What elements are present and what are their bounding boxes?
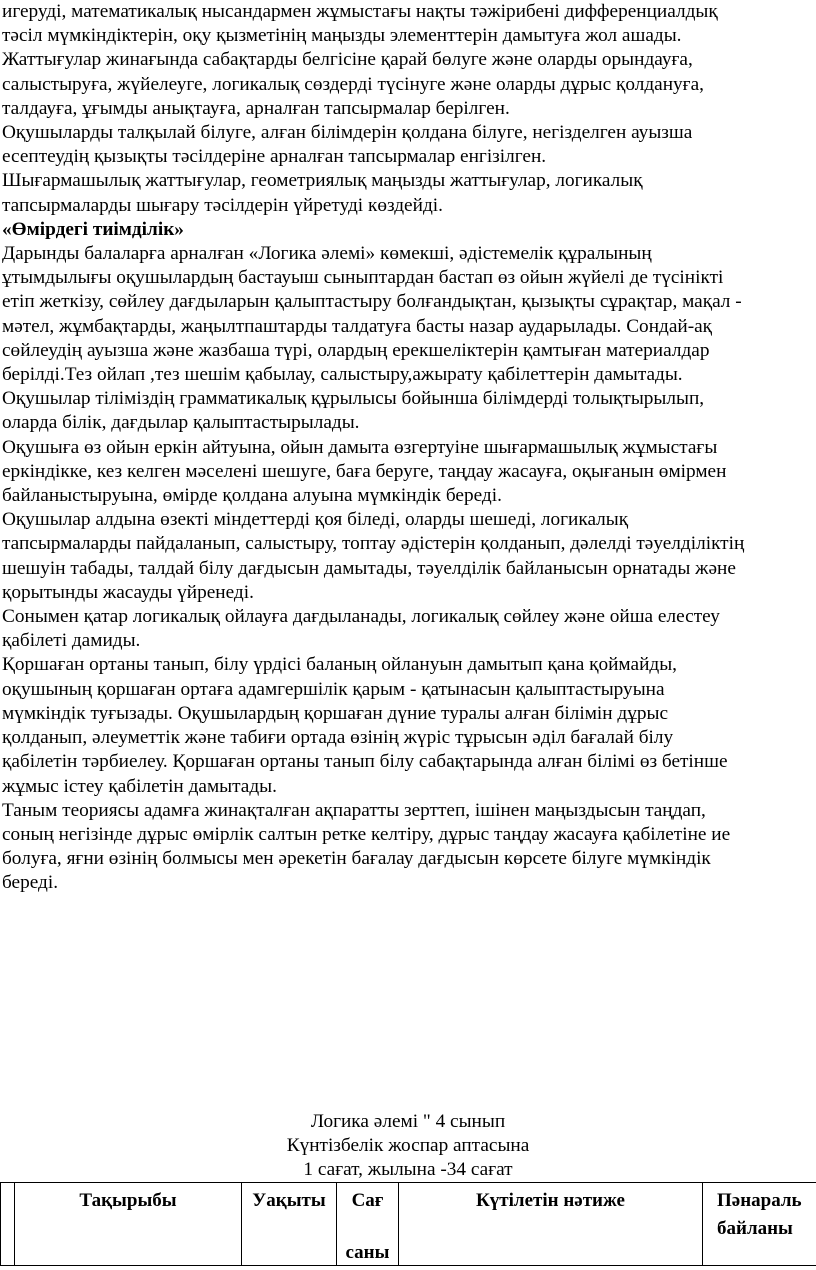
- paragraph-line: Оқушылар алдына өзекті міндеттерді қоя біледі, оларды шешеді, логикалық: [2, 508, 814, 532]
- paragraph-line: етіп жеткізу, сөйлеу дағдыларын қалыптастыру болғандықтан, қызықты сұрақтар, мақал -: [2, 290, 814, 314]
- paragraph-line: игеруді, математикалық нысандармен жұмыстағы нақты тәжірибені дифференциалдық: [2, 0, 814, 24]
- column-hours-count: Сағ саны: [337, 1183, 399, 1266]
- paragraph-line: Оқушылар тіліміздің грамматикалық құрылысы бойынша білімдерді толықтырылып,: [2, 387, 814, 411]
- paragraph-line: мәтел, жұмбақтарды, жаңылтпаштарды талдатуға басты назар аударылады. Сондай-ақ: [2, 315, 814, 339]
- section-heading: «Өмірдегі тиімділік»: [2, 218, 814, 242]
- column-time: Уақыты: [242, 1183, 337, 1266]
- paragraph-line: Шығармашылық жаттығулар, геометриялық маңызды жаттығулар, логикалық: [2, 169, 814, 193]
- paragraph-line: мүмкіндік туғызады. Оқушылардың қоршаған дүние туралы алған білімін дұрыс: [2, 702, 814, 726]
- paragraph-line: Оқушыларды талқылай білуге, алған білімдерін қолдана білуге, негізделген ауызша: [2, 121, 814, 145]
- paragraph-line: Таным теориясы адамға жинақталған ақпаратты зерттеп, ішінен маңыздысын таңдап,: [2, 799, 814, 823]
- paragraph-line: Сонымен қатар логикалық ойлауға дағдыланады, логикалық сөйлеу және ойша елестеу: [2, 605, 814, 629]
- paragraph-line: береді.: [2, 871, 814, 895]
- paragraph-line: оларда білік, дағдылар қалыптастырылады.: [2, 411, 814, 435]
- column-topic: Тақырыбы: [15, 1183, 242, 1266]
- paragraph-line: соның негізінде дұрыс өмірлік салтын ретке келтіру, дұрыс таңдау жасауға қабілетіне ие: [2, 823, 814, 847]
- paragraph-line: шешуін табады, талдай білу дағдысын дамытады, тәуелділік байланысын орнатады және: [2, 557, 814, 581]
- paragraph-line: болуға, яғни өзінің болмысы мен әрекетін бағалау дағдысын көрсете білуге мүмкіндік: [2, 847, 814, 871]
- paragraph-line: Қоршаған ортаны танып, білу үрдісі баланың ойлануын дамытып қана қоймайды,: [2, 653, 814, 677]
- paragraph-line: байланыстыруына, өмірде қолдана алуына мүмкіндік береді.: [2, 484, 814, 508]
- paragraph-line: ұтымдылығы оқушылардың бастауыш сыныптардан бастап өз ойын жүйелі де түсінікті: [2, 266, 814, 290]
- plan-subtitle: Күнтізбелік жоспар аптасына: [0, 1135, 816, 1157]
- paragraph-line: салыстыруға, жүйелеуге, логикалық сөздерді түсінуге және оларды дұрыс қолдануға,: [2, 73, 814, 97]
- paragraph-line: еркіндікке, кез келген мәселені шешуге, баға беруге, таңдау жасауға, оқығанын өмірмен: [2, 460, 814, 484]
- paragraph-line: тапсырмаларды пайдаланып, салыстыру, топтау әдістерін қолданып, дәлелді тәуелділіктің: [2, 532, 814, 556]
- column-interdisciplinary-links: Пәнараль байланы: [703, 1183, 816, 1266]
- document-body: [2, 0, 814, 896]
- paragraph-line: оқушының қоршаған ортаға адамгершілік қарым - қатынасын қалыптастыруына: [2, 678, 814, 702]
- paragraph-line: тәсіл мүмкіндіктерін, оқу қызметінің маңызды элементтерін дамытуға жол ашады.: [2, 24, 814, 48]
- column-number: [1, 1183, 15, 1266]
- column-expected-result: Күтілетін нәтиже: [399, 1183, 703, 1266]
- paragraph-line: Оқушыға өз ойын еркін айтуына, ойын дамыта өзгертуіне шығармашылық жұмыстағы: [2, 436, 814, 460]
- calendar-plan-table: [0, 1182, 816, 1266]
- paragraph-line: қабілеті дамиды.: [2, 629, 814, 653]
- paragraph-line: Дарынды балаларға арналған «Логика әлемі» көмекші, әдістемелік құралының: [2, 242, 814, 266]
- table-header-row: [1, 1183, 816, 1266]
- paragraph-line: қолданып, әлеуметтік және табиғи ортада өзінің жүріс тұрысын әділ бағалай білу: [2, 726, 814, 750]
- paragraph-line: қорытынды жасауды үйренеді.: [2, 581, 814, 605]
- paragraph-line: жұмыс істеу қабілетін дамытады.: [2, 775, 814, 799]
- paragraph-line: есептеудің қызықты тәсілдеріне арналған тапсырмалар енгізілген.: [2, 145, 814, 169]
- paragraph-line: берілді.Тез ойлап ,тез шешім қабылау, салыстыру,ажырату қабілеттерін дамытады.: [2, 363, 814, 387]
- plan-hours: 1 сағат, жылына -34 сағат: [0, 1159, 816, 1181]
- paragraph-line: Жаттығулар жинағында сабақтарды белгісіне қарай бөлуге және оларды орындауға,: [2, 48, 814, 72]
- paragraph-line: тапсырмаларды шығару тәсілдерін үйретуді көздейді.: [2, 194, 814, 218]
- paragraph-line: талдауға, ұғымды анықтауға, арналған тапсырмалар берілген.: [2, 97, 814, 121]
- plan-title: Логика әлемі " 4 сынып: [0, 1111, 816, 1133]
- paragraph-line: сөйлеудің ауызша және жазбаша түрі, олардың ерекшеліктерін қамтыған материалдар: [2, 339, 814, 363]
- paragraph-line: қабілетін тәрбиелеу. Қоршаған ортаны танып білу сабақтарында алған білімі өз бетінше: [2, 750, 814, 774]
